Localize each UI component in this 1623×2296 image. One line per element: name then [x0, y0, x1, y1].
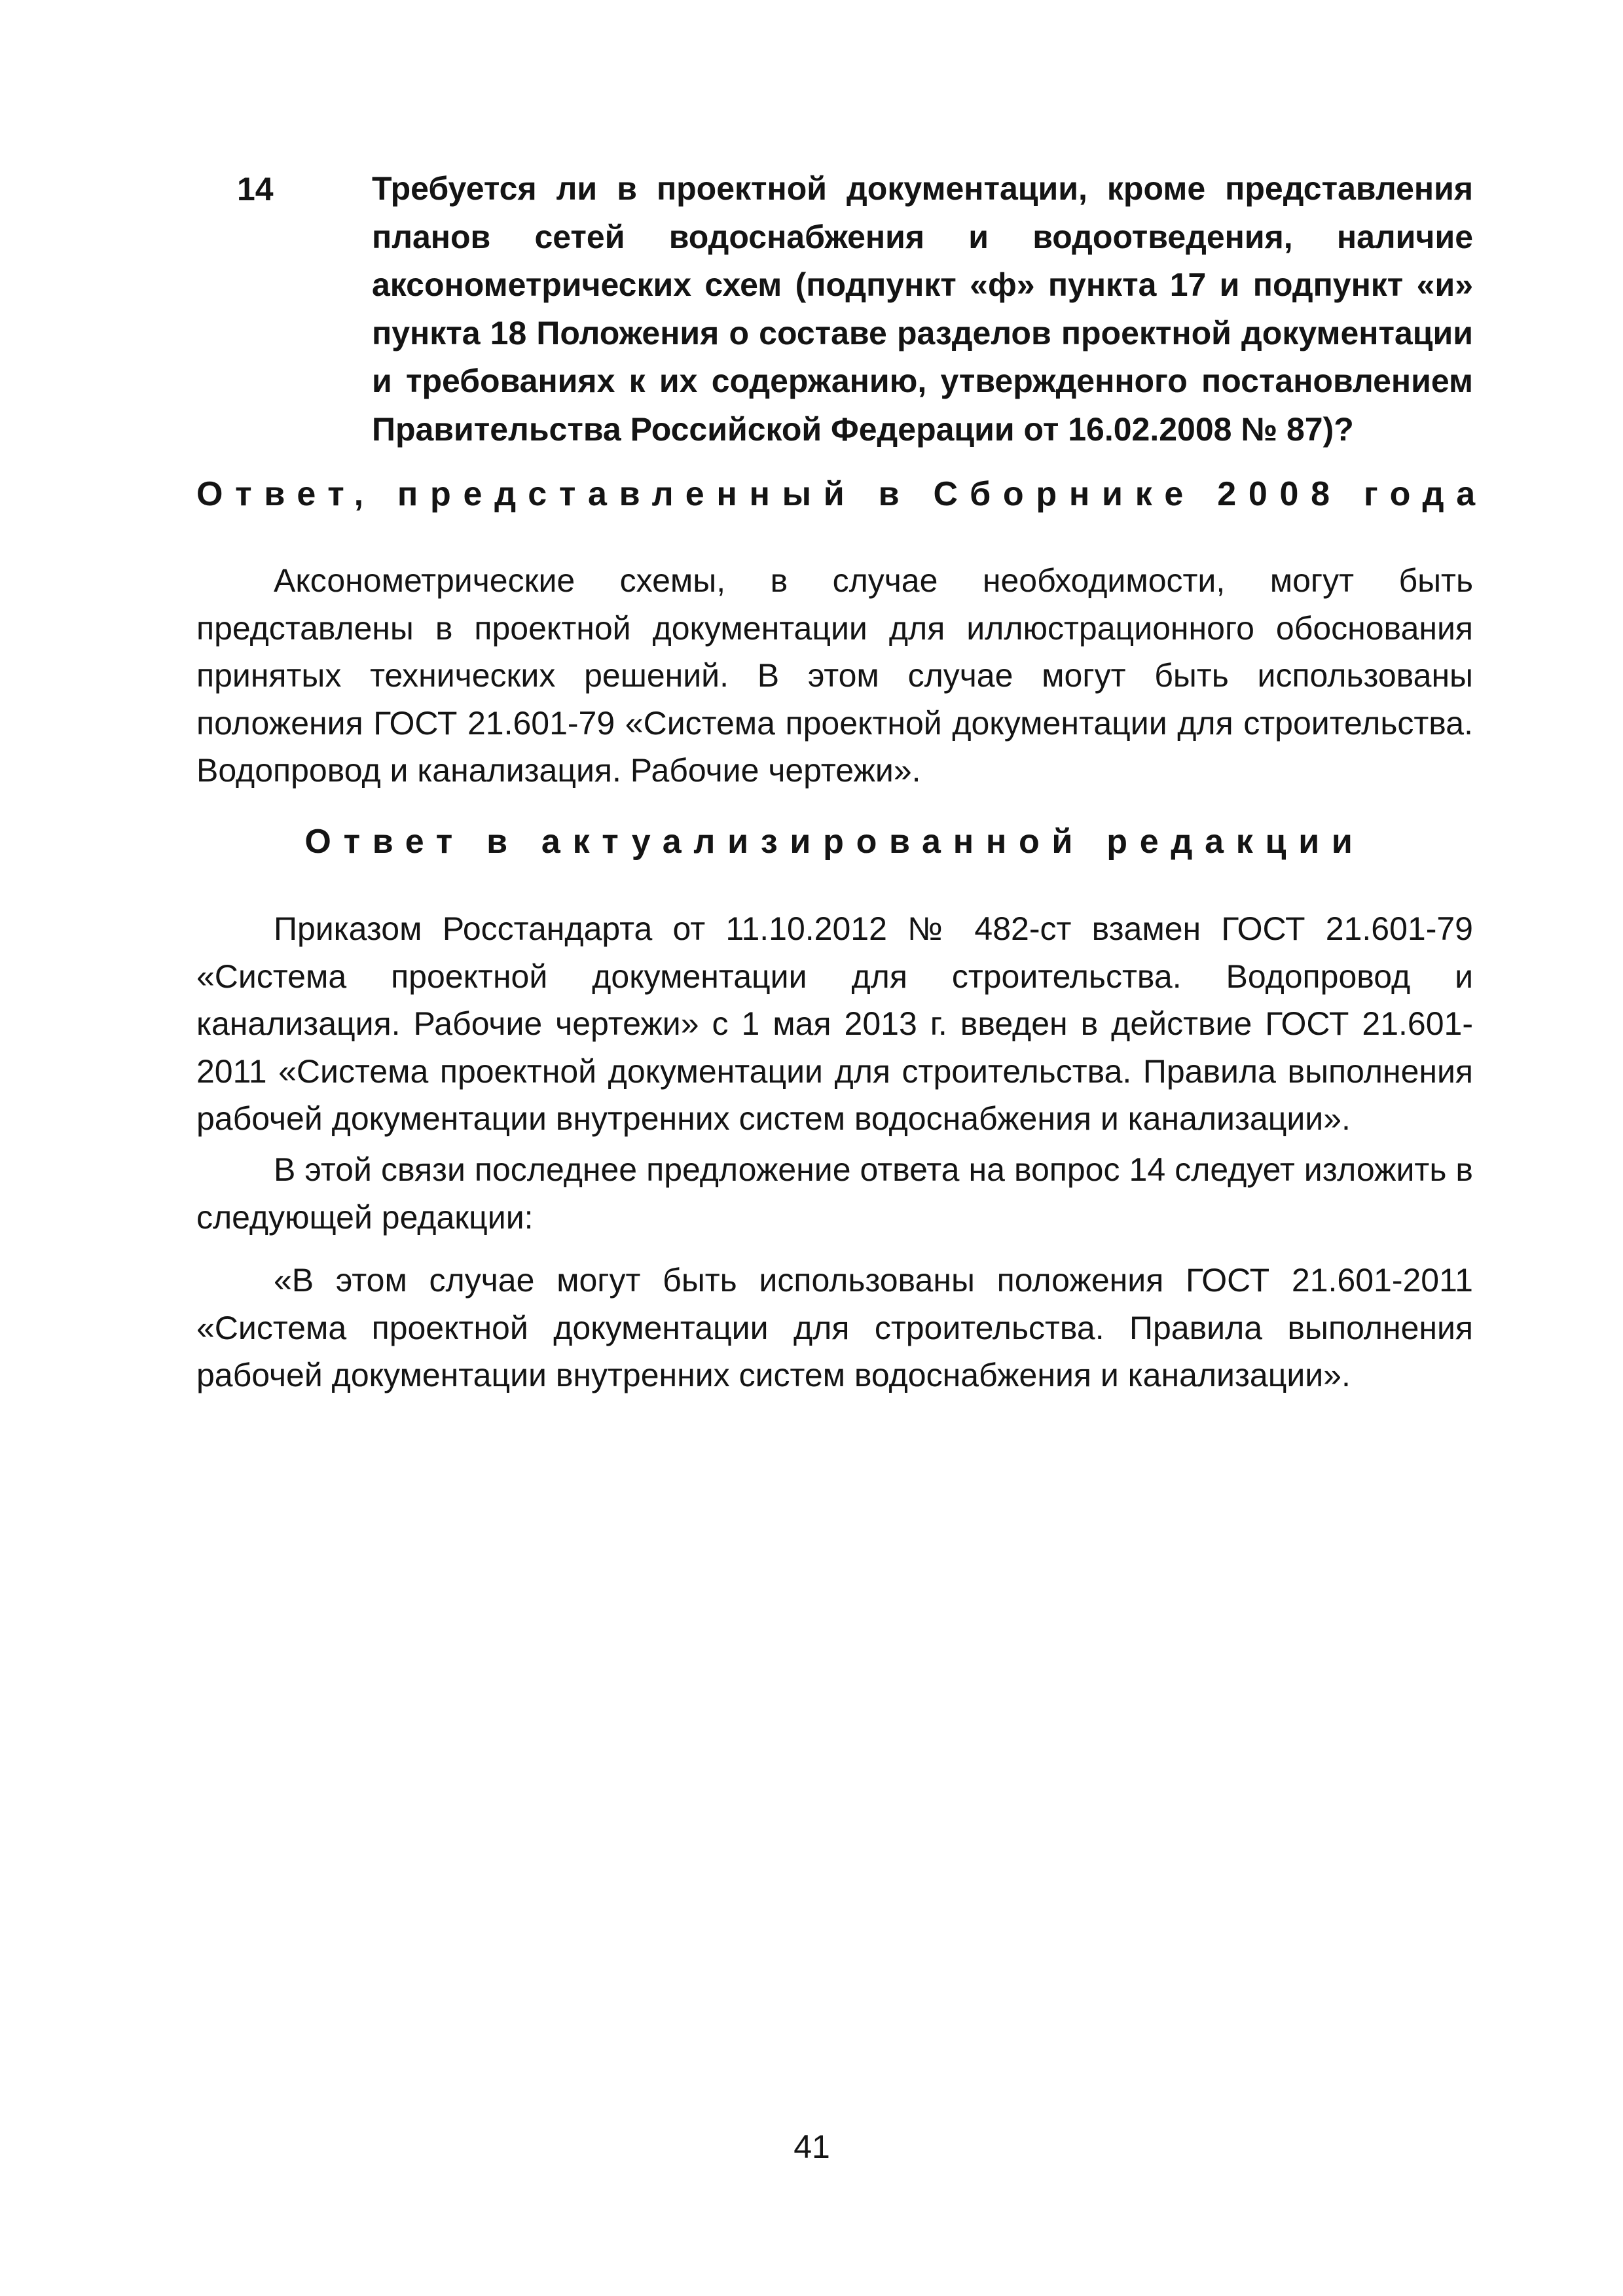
question-text: Требуется ли в проектной документации, кроме представления планов сетей водоснабжения и водоотведения, наличие аксонометрических схем (подпункт «ф» пункта 17 и подпункт «и» пункта 18 Положения о составе разделов проектной документации и требованиях к их содержанию, утвержденного постановлением Правительства Российской Федерации от 16.02.2008 № 87)?: [372, 170, 1473, 448]
updated-answer-heading: Ответ в актуализированной редакции: [304, 823, 1365, 861]
answer-2008-heading: Ответ, представленный в Сборнике 2008 года: [196, 475, 1487, 513]
page-number: 41: [793, 2128, 830, 2165]
answer-2008-paragraph: Аксонометрические схемы, в случае необходимости, могут быть представлены в проектной документации для иллюстрационного обоснования принятых технических решений. В этом случае могут быть использованы положения ГОСТ 21.601-79 «Система проектной документации для строительства. Водопровод и канализация. Рабочие чертежи».: [196, 562, 1473, 789]
question-number: 14: [237, 171, 274, 207]
updated-answer-paragraph-1: Приказом Росстандарта от 11.10.2012 № 482-ст взамен ГОСТ 21.601-79 «Система проектной документации для строительства. Водопровод и канализация. Рабочие чертежи» с 1 мая 2013 г. введен в действие ГОСТ 21.601-2011 «Система проектной документации для строительства. Правила выполнения рабочей документации внутренних систем водоснабжения и канализации».: [196, 910, 1473, 1137]
updated-answer-paragraph-3: «В этом случае могут быть использованы положения ГОСТ 21.601-2011 «Система проектной документации для строительства. Правила выполнения рабочей документации внутренних систем водоснабжения и канализации».: [196, 1262, 1473, 1393]
updated-answer-paragraph-2: В этой связи последнее предложение ответа на вопрос 14 следует изложить в следующей редакции:: [196, 1151, 1473, 1236]
